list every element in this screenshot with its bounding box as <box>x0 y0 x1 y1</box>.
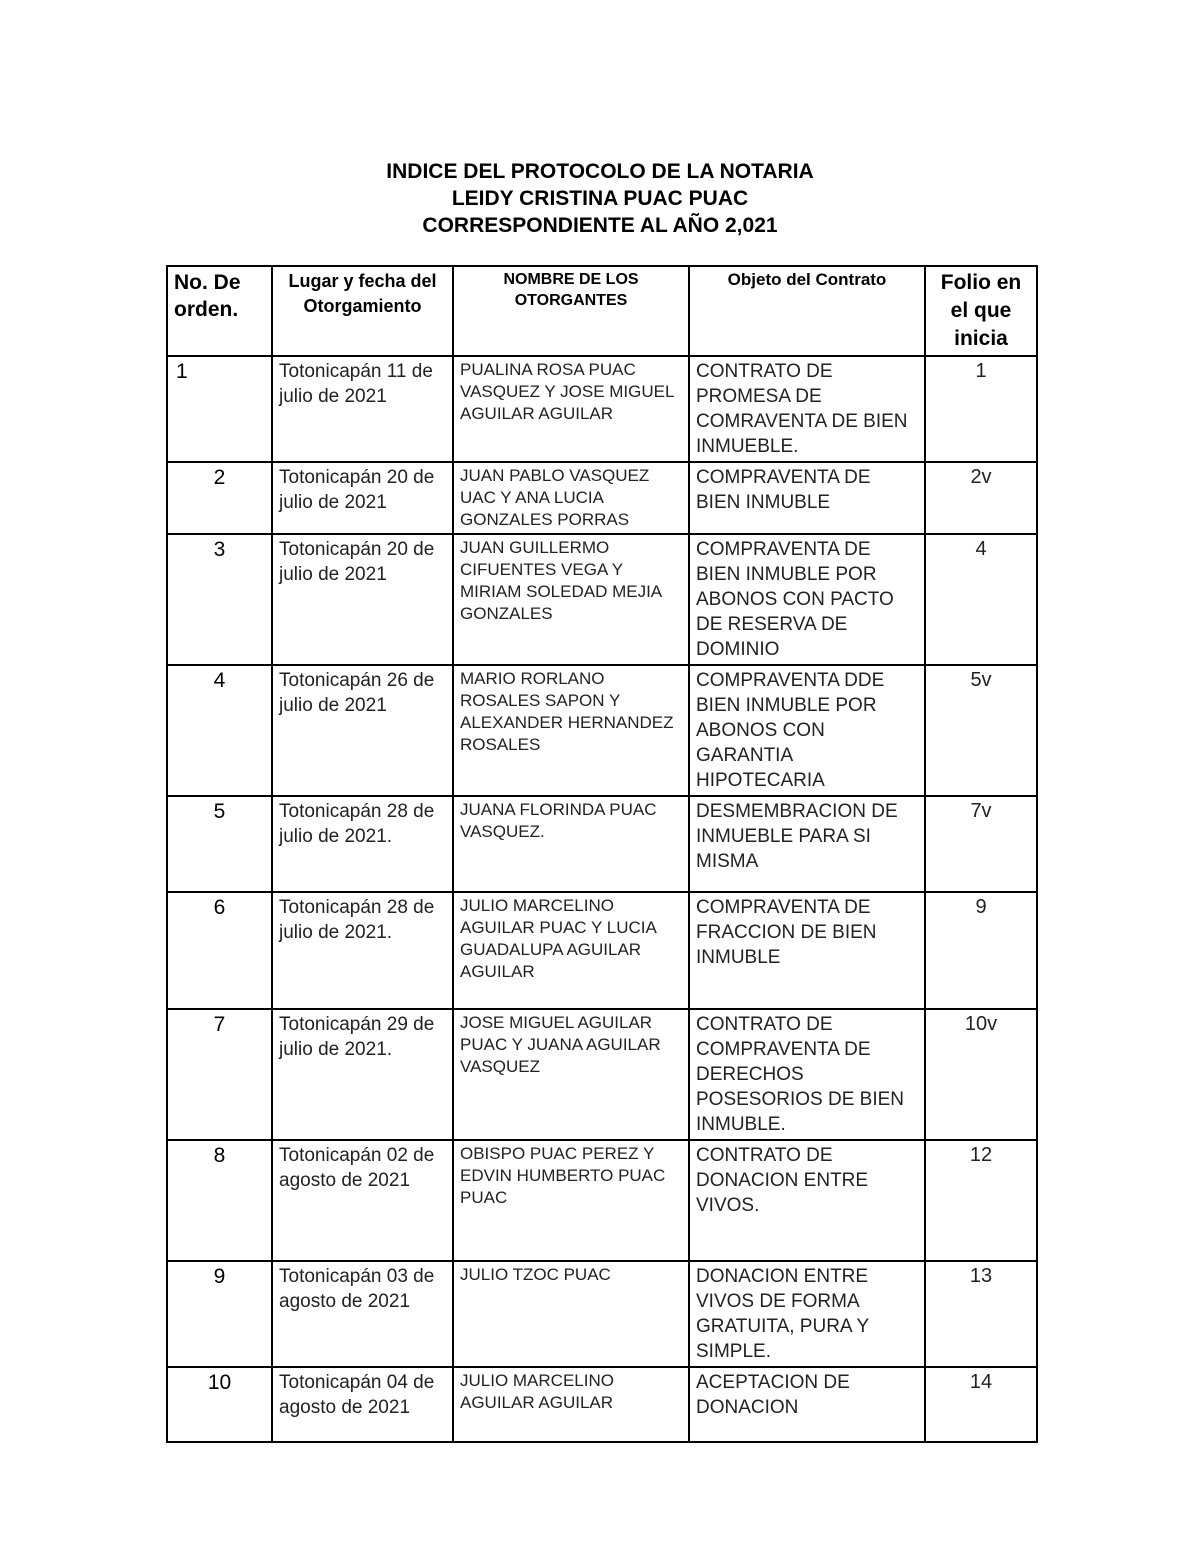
cell-order: 6 <box>167 892 272 1009</box>
cell-object: COMPRAVENTA DDE BIEN INMUBLE POR ABONOS CON GARANTIA HIPOTECARIA <box>689 665 925 796</box>
table-row <box>167 665 1037 796</box>
cell-place-date: Totonicapán 03 de agosto de 2021 <box>272 1261 453 1367</box>
header-folio: Folio en el que inicia <box>925 266 1037 356</box>
cell-folio: 13 <box>925 1261 1037 1367</box>
document-title <box>0 158 1200 239</box>
cell-order: 3 <box>167 534 272 665</box>
cell-object: CONTRATO DE DONACION ENTRE VIVOS. <box>689 1140 925 1261</box>
protocol-index-table <box>166 265 1038 1443</box>
cell-object: DESMEMBRACION DE INMUEBLE PARA SI MISMA <box>689 796 925 892</box>
cell-order: 1 <box>167 356 272 462</box>
cell-parties: JULIO MARCELINO AGUILAR PUAC Y LUCIA GUADALUPA AGUILAR AGUILAR <box>453 892 689 1009</box>
cell-place-date: Totonicapán 02 de agosto de 2021 <box>272 1140 453 1261</box>
table-row <box>167 1140 1037 1261</box>
cell-folio: 12 <box>925 1140 1037 1261</box>
cell-order: 5 <box>167 796 272 892</box>
table-header-row <box>167 266 1037 356</box>
cell-object: DONACION ENTRE VIVOS DE FORMA GRATUITA, PURA Y SIMPLE. <box>689 1261 925 1367</box>
cell-place-date: Totonicapán 04 de agosto de 2021 <box>272 1367 453 1442</box>
cell-place-date: Totonicapán 28 de julio de 2021. <box>272 892 453 1009</box>
cell-parties: JULIO TZOC PUAC <box>453 1261 689 1367</box>
cell-place-date: Totonicapán 20 de julio de 2021 <box>272 462 453 534</box>
header-order: No. De orden. <box>167 266 272 356</box>
cell-order: 2 <box>167 462 272 534</box>
table-row <box>167 796 1037 892</box>
cell-object: CONTRATO DE PROMESA DE COMRAVENTA DE BIEN INMUEBLE. <box>689 356 925 462</box>
cell-object: ACEPTACION DE DONACION <box>689 1367 925 1442</box>
cell-object: COMPRAVENTA DE BIEN INMUBLE POR ABONOS CON PACTO DE RESERVA DE DOMINIO <box>689 534 925 665</box>
cell-folio: 9 <box>925 892 1037 1009</box>
table-row <box>167 462 1037 534</box>
cell-object: COMPRAVENTA DE BIEN INMUBLE <box>689 462 925 534</box>
header-object: Objeto del Contrato <box>689 266 925 356</box>
cell-place-date: Totonicapán 20 de julio de 2021 <box>272 534 453 665</box>
cell-parties: JULIO MARCELINO AGUILAR AGUILAR <box>453 1367 689 1442</box>
table-row <box>167 534 1037 665</box>
cell-order: 7 <box>167 1009 272 1140</box>
cell-object: COMPRAVENTA DE FRACCION DE BIEN INMUBLE <box>689 892 925 1009</box>
cell-folio: 10v <box>925 1009 1037 1140</box>
table-row <box>167 1367 1037 1442</box>
cell-parties: OBISPO PUAC PEREZ Y EDVIN HUMBERTO PUAC PUAC <box>453 1140 689 1261</box>
cell-parties: JUANA FLORINDA PUAC VASQUEZ. <box>453 796 689 892</box>
cell-place-date: Totonicapán 11 de julio de 2021 <box>272 356 453 462</box>
cell-folio: 2v <box>925 462 1037 534</box>
cell-folio: 1 <box>925 356 1037 462</box>
cell-place-date: Totonicapán 28 de julio de 2021. <box>272 796 453 892</box>
header-parties: NOMBRE DE LOS OTORGANTES <box>453 266 689 356</box>
table-row <box>167 1009 1037 1140</box>
cell-folio: 5v <box>925 665 1037 796</box>
cell-parties: JUAN PABLO VASQUEZ UAC Y ANA LUCIA GONZALES PORRAS <box>453 462 689 534</box>
cell-parties: JOSE MIGUEL AGUILAR PUAC Y JUANA AGUILAR VASQUEZ <box>453 1009 689 1140</box>
cell-place-date: Totonicapán 29 de julio de 2021. <box>272 1009 453 1140</box>
cell-parties: PUALINA ROSA PUAC VASQUEZ Y JOSE MIGUEL AGUILAR AGUILAR <box>453 356 689 462</box>
title-line-3: CORRESPONDIENTE AL AÑO 2,021 <box>422 214 778 237</box>
cell-folio: 4 <box>925 534 1037 665</box>
cell-order: 8 <box>167 1140 272 1261</box>
header-place-date: Lugar y fecha del Otorgamiento <box>272 266 453 356</box>
cell-folio: 14 <box>925 1367 1037 1442</box>
title-line-2: LEIDY CRISTINA PUAC PUAC <box>451 187 749 210</box>
title-line-1: INDICE DEL PROTOCOLO DE LA NOTARIA <box>386 160 814 183</box>
cell-folio: 7v <box>925 796 1037 892</box>
table-row <box>167 1261 1037 1367</box>
cell-object: CONTRATO DE COMPRAVENTA DE DERECHOS POSESORIOS DE BIEN INMUBLE. <box>689 1009 925 1140</box>
table-row <box>167 356 1037 462</box>
cell-parties: MARIO RORLANO ROSALES SAPON Y ALEXANDER HERNANDEZ ROSALES <box>453 665 689 796</box>
table-row <box>167 892 1037 1009</box>
cell-place-date: Totonicapán 26 de julio de 2021 <box>272 665 453 796</box>
cell-order: 9 <box>167 1261 272 1367</box>
cell-order: 4 <box>167 665 272 796</box>
cell-order: 10 <box>167 1367 272 1442</box>
cell-parties: JUAN GUILLERMO CIFUENTES VEGA Y MIRIAM SOLEDAD MEJIA GONZALES <box>453 534 689 665</box>
